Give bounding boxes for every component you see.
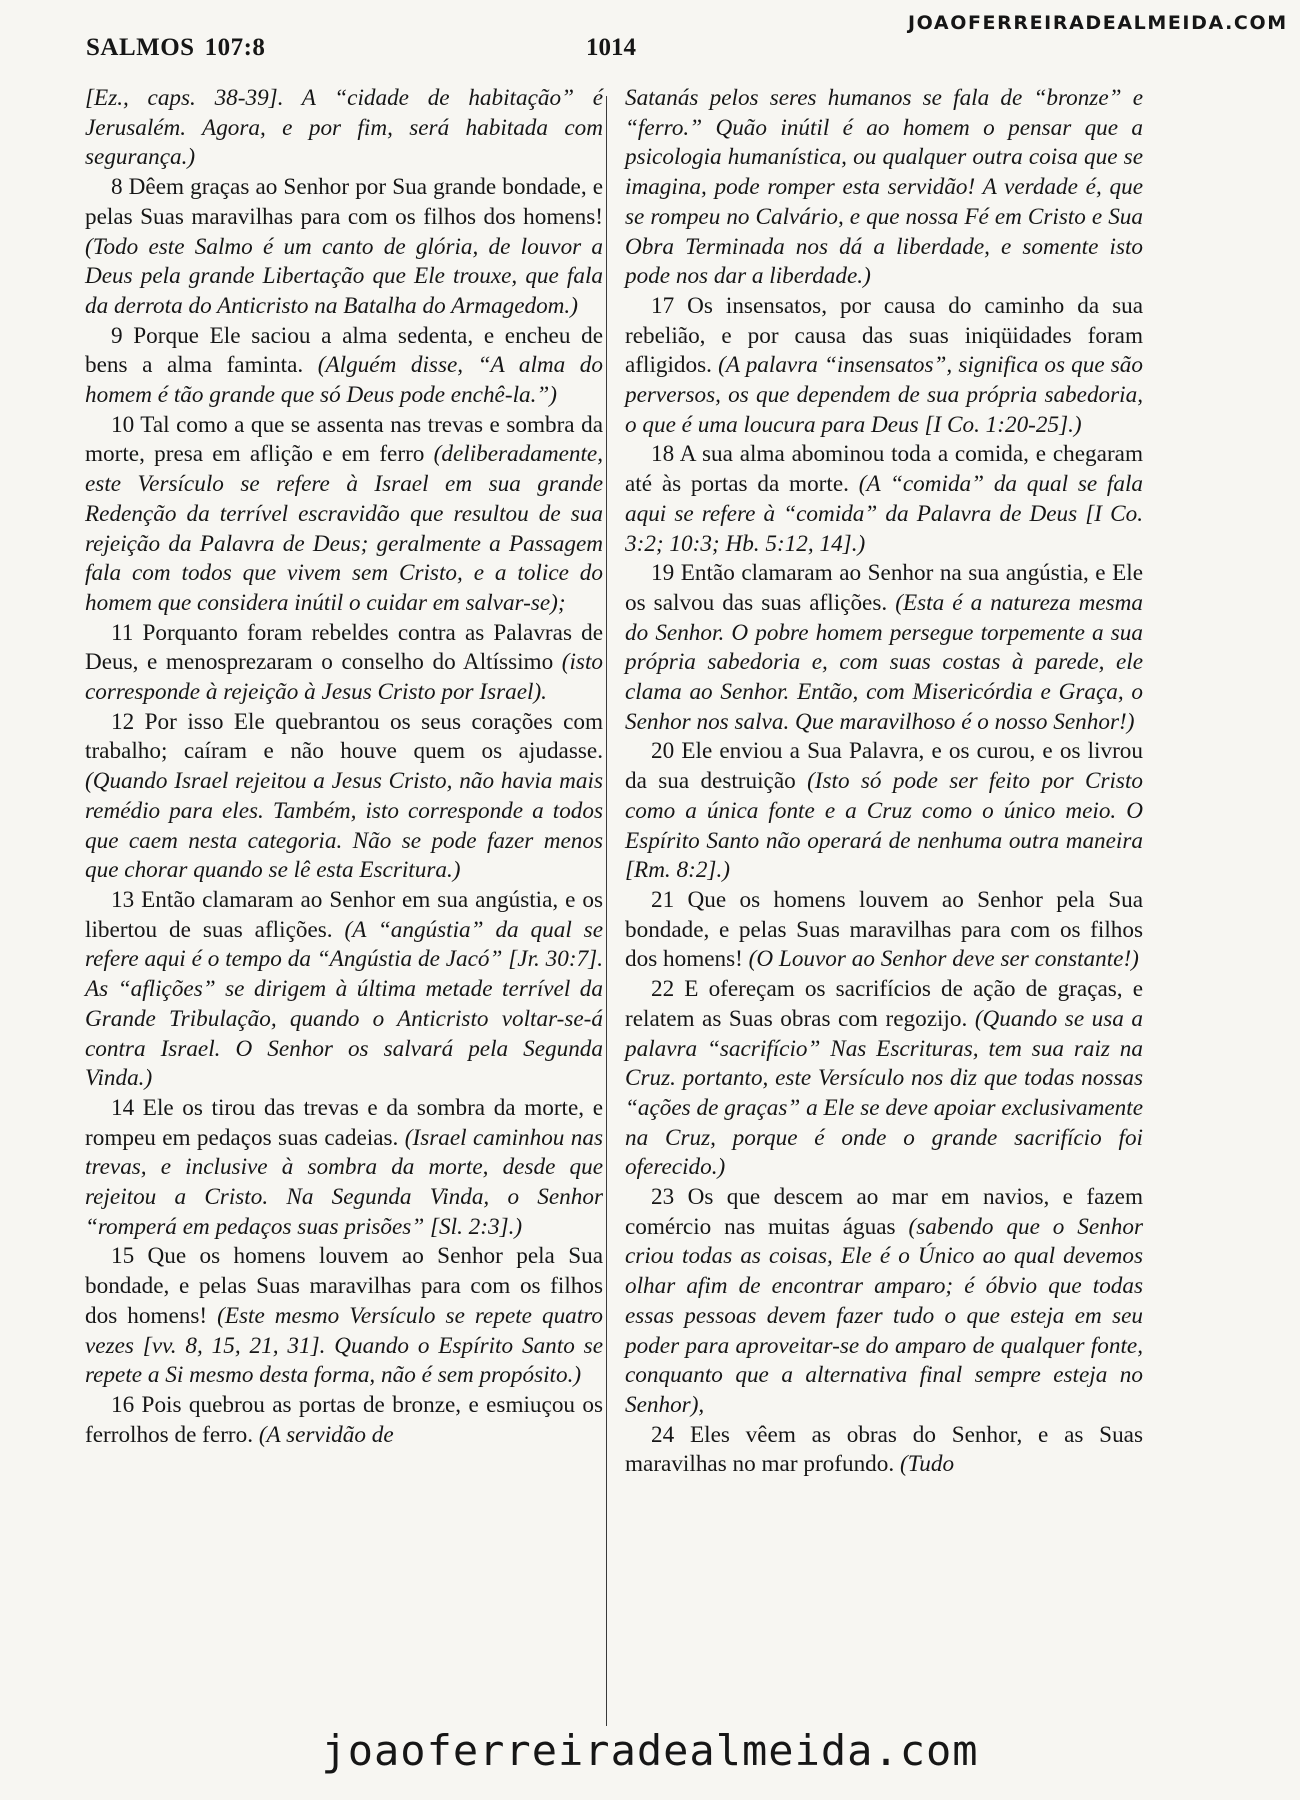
verse-text: 18 A sua alma abominou toda a comida, e chegaram até às portas da morte. (625, 441, 1143, 498)
verse-paragraph (85, 411, 603, 619)
commentary-text: (Esta é a natureza mesma do Senhor. O pobre homem persegue torpemente a sua própria sabedoria e, com suas costas à parede, ele clama ao Senhor. Então, com Misericórdia e Graça, o Senhor nos salva. Que maravilhoso é o nosso Senhor!) (625, 589, 1143, 735)
verse-text: 22 E ofereçam os sacrifícios de ação de graças, e relatem as Suas obras com regozijo. (625, 976, 1143, 1032)
verse-text: 12 Por isso Ele quebrantou os seus corações com trabalho; caíram e não houve quem os ajudasse. (85, 708, 603, 765)
verse-text: 20 Ele enviou a Sua Palavra, e os curou, e os livrou da sua destruição (625, 738, 1143, 795)
site-watermark-bottom: joaoferreiradealmeida.com (321, 1726, 979, 1775)
verse-paragraph (85, 619, 603, 708)
running-head (86, 34, 275, 62)
commentary-text: (Tudo (899, 1451, 955, 1478)
commentary-text: (A palavra “insensatos”, significa os que são perversos, os que dependem de sua própria sabedoria, o que é uma loucura para Deus [I Co. 1:20-25].) (625, 352, 1143, 438)
verse-paragraph (625, 440, 1143, 559)
verse-text: 21 Que os homens louvem ao Senhor pela Sua bondade, e pelas Suas maravilhas para com os filhos dos homens! (625, 886, 1143, 973)
continued-commentary (85, 84, 603, 173)
commentary-text: (deliberadamente, este Versículo se refere à Israel em sua grande Redenção da terrível escravidão que resultou de sua rejeição da Palavra de Deus; geralmente a Passagem fala com todos que vivem sem Cristo, e a tolice do homem que considera inútil o cuidar em salvar-se); (85, 441, 603, 616)
text-column-right (625, 84, 1143, 1480)
commentary-text: (isto corresponde à rejeição à Jesus Cristo por Israel). (85, 649, 603, 706)
text-column-left (85, 84, 603, 1450)
verse-paragraph (85, 322, 603, 411)
verse-paragraph (625, 975, 1143, 1183)
verse-paragraph (85, 173, 603, 322)
continued-commentary (625, 84, 1143, 292)
commentary-text: (A servidão de (258, 1421, 394, 1448)
commentary-text: (sabendo que o Senhor criou todas as coisas, Ele é o Único ao qual devemos olhar afim de encontrar amparo; é óbvio que todas essas pessoas devem fazer tudo o que esteja em seu poder para aproveitar-se do amparo de qualquer fonte, conquanto que a alternativa final sempre esteja no Senhor), (625, 1213, 1143, 1418)
commentary-text: (Alguém disse, “A alma do homem é tão grande que só Deus pode enchê-la.”) (85, 352, 603, 409)
verse-paragraph (625, 292, 1143, 441)
verse-paragraph (625, 886, 1143, 975)
verse-text: 19 Então clamaram ao Senhor na sua angústia, e Ele os salvou das suas aflições. (625, 560, 1143, 616)
commentary-text: Satanás pelos seres humanos se fala de “bronze” e “ferro.” Quão inútil é ao homem o pensar que a psicologia humanística, ou qualquer outra coisa que se imagina, pode romper esta servidão! A verdade é, que se rompeu no Calvário, e que nossa Fé em Cristo e Sua Obra Terminada nos dá a liberdade, e somente isto pode nos dar a liberdade.) (625, 85, 1143, 290)
verse-text: 9 Porque Ele saciou a alma sedenta, e encheu de bens a alma faminta. (85, 322, 603, 379)
verse-text: 23 Os que descem ao mar em navios, e fazem comércio nas muitas águas (625, 1184, 1143, 1240)
verse-paragraph (85, 1391, 603, 1450)
verse-text: 15 Que os homens louvem ao Senhor pela Sua bondade, e pelas Suas maravilhas para com os filhos dos homens! (85, 1243, 603, 1329)
commentary-text: (Quando se usa a palavra “sacrifício” Nas Escrituras, tem sua raiz na Cruz. portanto, este Versículo nos diz que todas nossas “ações de graças” a Ele se deve apoiar exclusivamente na Cruz, porque é onde o grande sacrifício foi oferecido.) (625, 1005, 1143, 1181)
verse-paragraph (85, 1242, 603, 1391)
commentary-text: (O Louvor ao Senhor deve ser constante!) (748, 946, 1139, 973)
verse-text: 17 Os insensatos, por causa do caminho da sua rebelião, e por causa das suas iniqüidades foram afligidos. (625, 292, 1143, 379)
site-watermark-top: JOAOFERREIRADEALMEIDA.COM (908, 12, 1288, 34)
commentary-text: (Israel caminhou nas trevas, e inclusive à sombra da morte, desde que rejeitou a Cristo. Na Segunda Vinda, o Senhor “romperá em pedaços suas prisões” [Sl. 2:3].) (85, 1124, 604, 1240)
verse-paragraph (85, 708, 603, 886)
verse-paragraph (625, 1183, 1143, 1421)
commentary-text: (A “angústia” da qual se refere aqui é o tempo da “Angústia de Jacó” [Jr. 30:7]. As “aflições” se dirigem à última metade terrível da Grande Tribulação, quando o Anticristo voltar-se-á contra Israel. O Senhor os salvará pela Segunda Vinda.) (85, 916, 603, 1092)
verse-paragraph (625, 737, 1143, 886)
verse-paragraph (625, 1421, 1143, 1480)
verse-paragraph (85, 1094, 603, 1243)
verse-text: 8 Dêem graças ao Senhor por Sua grande bondade, e pelas Suas maravilhas para com os filhos dos homens! (85, 174, 603, 230)
verse-text: 16 Pois quebrou as portas de bronze, e esmiuçou os ferrolhos de ferro. (85, 1391, 603, 1448)
column-divider (606, 96, 607, 1726)
commentary-text: (Isto só pode ser feito por Cristo como a única fonte e a Cruz como o único meio. O Espírito Santo não operará de nenhuma outra maneira [Rm. 8:2].) (625, 768, 1143, 884)
page-number: 1014 (586, 34, 636, 61)
commentary-text: [Ez., caps. 38-39]. A “cidade de habitação” é Jerusalém. Agora, e por fim, será habitada com segurança.) (85, 85, 603, 171)
verse-text: 11 Porquanto foram rebeldes contra as Palavras de Deus, e menosprezaram o conselho do Altíssimo (85, 619, 603, 676)
chapter-verse: 107:8 (204, 34, 266, 61)
verse-text: 24 Eles vêem as obras do Senhor, e as Suas maravilhas no mar profundo. (625, 1421, 1143, 1478)
verse-paragraph (625, 559, 1143, 737)
verse-text: 14 Ele os tirou das trevas e da sombra da morte, e rompeu em pedaços suas cadeias. (85, 1094, 603, 1151)
verse-paragraph (85, 886, 603, 1094)
verse-text: 10 Tal como a que se assenta nas trevas e sombra da morte, presa em aflição e em ferro (85, 411, 603, 468)
commentary-text: (Este mesmo Versículo se repete quatro vezes [vv. 8, 15, 21, 31]. Quando o Espírito Santo se repete a Si mesmo desta forma, não é sem propósito.) (85, 1302, 603, 1389)
verse-text: 13 Então clamaram ao Senhor em sua angústia, e os libertou de suas aflições. (85, 886, 603, 943)
commentary-text: (Todo este Salmo é um canto de glória, de louvor a Deus pela grande Libertação que Ele trouxe, que fala da derrota do Anticristo na Batalha do Armagedom.) (85, 233, 603, 319)
book-name: SALMOS (86, 34, 195, 61)
commentary-text: (A “comida” da qual se fala aqui se refere à “comida” da Palavra de Deus [I Co. 3:2; 10:3; Hb. 5:12, 14].) (625, 471, 1143, 557)
commentary-text: (Quando Israel rejeitou a Jesus Cristo, não havia mais remédio para eles. Também, isto corresponde a todos que caem nesta categoria. Não se pode fazer menos que chorar quando se lê esta Escritura.) (85, 768, 603, 884)
